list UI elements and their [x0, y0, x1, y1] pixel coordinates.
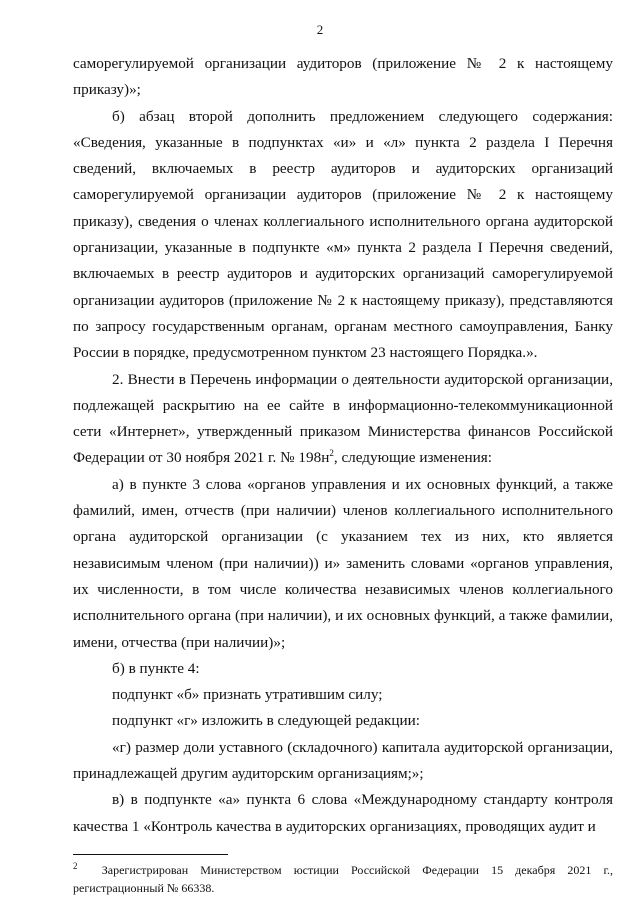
paragraph-8: «г) размер доли уставного (складочного) капитала аудиторской организации, принадлежащей другим аудиторским организациям;»;: [73, 738, 613, 783]
footnote-divider: [73, 854, 228, 855]
paragraph-2: б) абзац второй дополнить предложением следующего содержания: «Сведения, указанные в подпунктах «и» и «л» пункта 2 раздела I Перечня сведений, включаемых в реестр аудиторов и аудиторских организаций саморегулируемой организации аудиторов (приложение № 2 к настоящему приказу), сведения о членах коллегиального исполнительного органа аудиторской организации, указанные в подпункте «м» пункта 2 раздела I Перечня сведений, включаемых в реестр аудиторов и аудиторских организаций саморегулируемой организации аудиторов (приложение № 2 к настоящему приказу), представляются по запросу государственным органам, органам местного самоуправления, Банку России в порядке, предусмотренном пунктом 23 настоящего Порядка.».: [73, 107, 613, 362]
paragraph-4: а) в пункте 3 слова «органов управления и их основных функций, а также фамилий, имен, отчеств (при наличии) членов коллегиального исполнительного органа аудиторской организации (с указанием тех из них, кто является независимым членом (при наличии)) и» заменить словами «органов управления, их численности, в том числе количества независимых членов коллегиального исполнительного органа (при наличии), и их основных функций, а также фамилии, имени, отчества (при наличии)»;: [73, 475, 613, 651]
paragraph-6: подпункт «б» признать утратившим силу;: [112, 686, 383, 704]
footnote-reference: 2: [329, 448, 334, 459]
paragraph-1: саморегулируемой организации аудиторов (приложение № 2 к настоящему приказу)»;: [73, 55, 613, 99]
document-body: [73, 51, 613, 840]
page-number: 2: [316, 22, 324, 37]
footnote-text: Зарегистрирован Министерством юстиции Российской Федерации 15 декабря 2021 г., регистрационный № 66338.: [73, 863, 614, 895]
paragraph-7: подпункт «г» изложить в следующей редакции:: [112, 712, 421, 730]
paragraph-5: б) в пункте 4:: [112, 659, 200, 677]
paragraph-9: в) в подпункте «а» пункта 6 слова «Международному стандарту контроля качества 1 «Контроль качества в аудиторских организациях, проводящих аудит и: [73, 791, 613, 835]
footnote: [73, 861, 613, 897]
paragraph-3: 2. Внести в Перечень информации о деятельности аудиторской организации, подлежащей раскрытию на ее сайте в информационно-телекоммуникационной сети «Интернет», утвержденный приказом Министерства финансов Российской Федерации от 30 ноября 2021 г. № $198н^2$, следующие изменения:: [73, 370, 613, 467]
footnote-marker: 2: [73, 861, 78, 871]
